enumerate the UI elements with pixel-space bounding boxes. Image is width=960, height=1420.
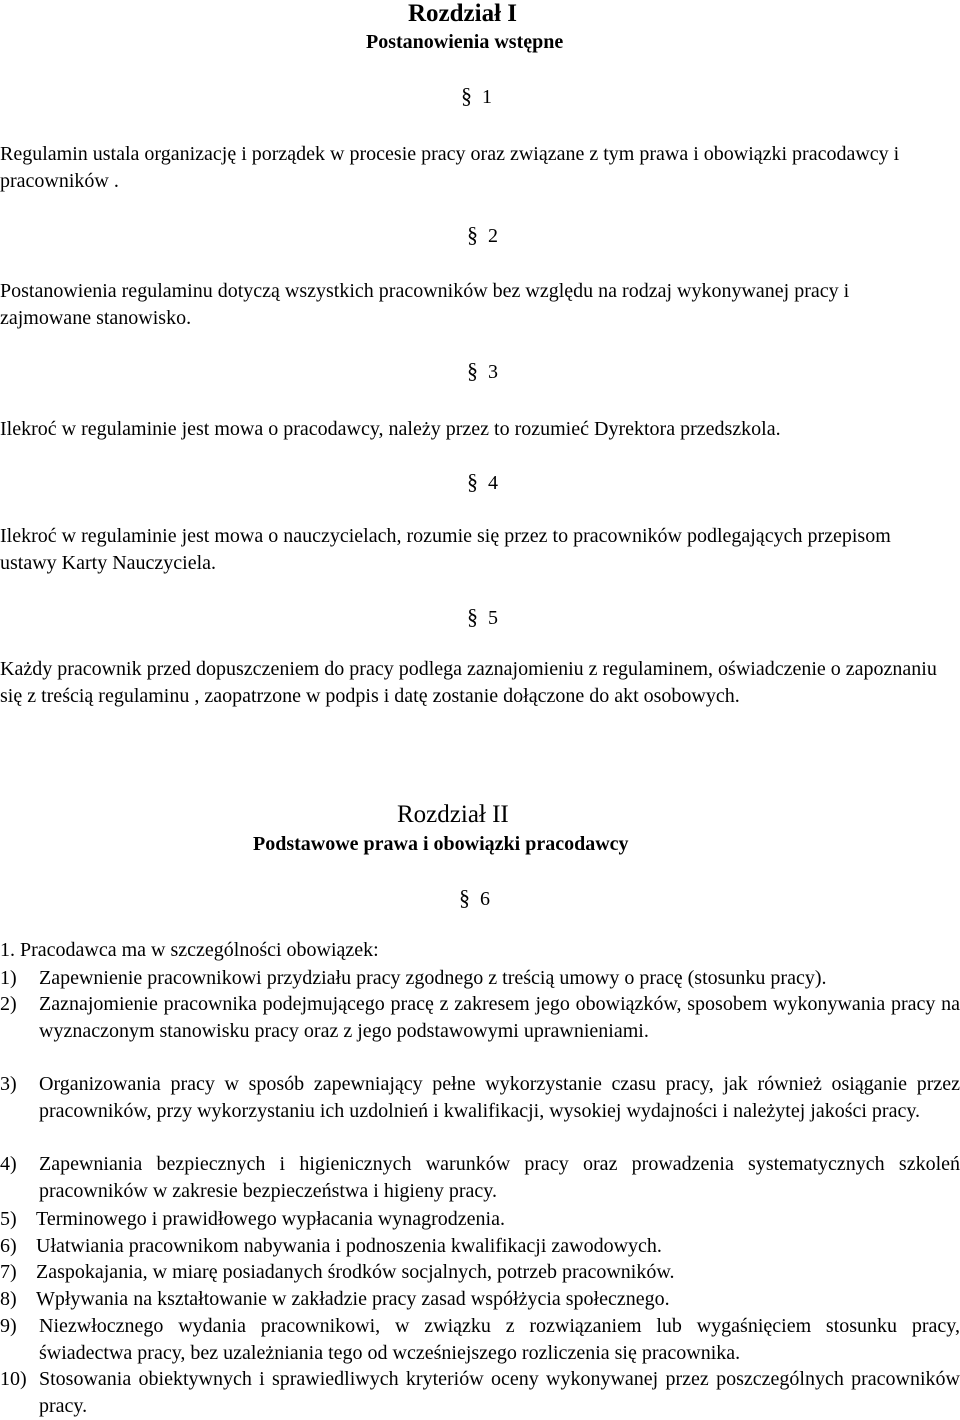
paragraph-heading-6	[459, 885, 490, 911]
paragraph-number: 1	[482, 86, 492, 108]
list-item-text: Organizowania pracy w sposób zapewniający pełne wykorzystanie czasu pracy, jak również osiąganie przez pracowników, przy wykorzystaniu ich uzdolnień i kwalifikacji, wysokiej wydajności i należytej jakości pracy.	[39, 1073, 960, 1122]
list-item	[0, 1233, 960, 1260]
list-item	[0, 991, 960, 1045]
list-item-text: Wpływania na kształtowanie w zakładzie pracy zasad współżycia społecznego.	[36, 1288, 670, 1310]
paragraph-heading-2	[467, 222, 498, 248]
list-item-text: Terminowego i prawidłowego wypłacania wynagrodzenia.	[36, 1208, 505, 1230]
list-item-number: 5)	[0, 1208, 17, 1230]
list-item	[0, 1151, 960, 1205]
section-sign: §	[467, 358, 478, 383]
paragraph-heading-5	[467, 604, 498, 630]
paragraph-number: 3	[488, 361, 498, 383]
list-item-text: Zapewnienie pracownikowi przydziału pracy zgodnego z treścią umowy o pracę (stosunku pracy).	[39, 967, 827, 989]
list-item	[0, 965, 960, 992]
list-item-number: 10)	[0, 1368, 27, 1390]
list-item-number: 2)	[0, 993, 17, 1015]
paragraph-text-1: Regulamin ustala organizację i porządek w procesie pracy oraz związane z tym prawa i obowiązki pracodawcy i pracowników .	[0, 143, 900, 192]
list-item-text: Zapewniania bezpiecznych i higienicznych warunków pracy oraz prowadzenia systematycznych szkoleń pracowników w zakresie bezpieczeństwa i higieny pracy.	[39, 1153, 960, 1202]
list-item	[0, 1206, 960, 1233]
paragraph-heading-1	[461, 83, 492, 109]
list-item-number: 3)	[0, 1073, 17, 1095]
paragraph-number: 5	[488, 607, 498, 629]
list-item	[0, 1259, 960, 1286]
paragraph-text-3: Ilekroć w regulaminie jest mowa o pracodawcy, należy przez to rozumieć Dyrektora przedszkola.	[0, 418, 781, 440]
chapter1-subtitle: Postanowienia wstępne	[366, 31, 564, 53]
section-sign: §	[461, 83, 472, 108]
list-item-text: Zaspokajania, w miarę posiadanych środków socjalnych, potrzeb pracowników.	[36, 1261, 675, 1283]
list-item-text: Niezwłocznego wydania pracownikowi, w związku z rozwiązaniem lub wygaśnięciem stosunku pracy, świadectwa pracy, bez uzależniania tego od wcześniejszego rozliczenia się pracownika.	[39, 1315, 960, 1364]
list-item-number: 8)	[0, 1288, 17, 1310]
list-item-number: 9)	[0, 1315, 17, 1337]
section-sign: §	[459, 885, 470, 910]
paragraph-number: 2	[488, 225, 498, 247]
list-item	[0, 1071, 960, 1125]
list-item	[0, 1286, 960, 1313]
section-sign: §	[467, 222, 478, 247]
paragraph-text-2: Postanowienia regulaminu dotyczą wszystkich pracowników bez względu na rodzaj wykonywanej pracy i zajmowane stanowisko.	[0, 280, 850, 329]
list-item-number: 4)	[0, 1153, 17, 1175]
list-item-number: 7)	[0, 1261, 17, 1283]
chapter2-title: Rozdział II	[397, 801, 509, 828]
list-item-text: Stosowania obiektywnych i sprawiedliwych kryteriów oceny wykonywanej przez poszczególnych pracowników pracy.	[39, 1368, 960, 1417]
paragraph-text-4: Ilekroć w regulaminie jest mowa o nauczycielach, rozumie się przez to pracowników podlegających przepisom ustawy Karty Nauczyciela.	[0, 525, 891, 574]
chapter2-subtitle: Podstawowe prawa i obowiązki pracodawcy	[253, 833, 629, 855]
list-item-text: Ułatwiania pracownikom nabywania i podnoszenia kwalifikacji zawodowych.	[36, 1235, 662, 1257]
list-item	[0, 1313, 960, 1367]
list-item-text: Zaznajomienie pracownika podejmującego pracę z zakresem jego obowiązków, sposobem wykonywania pracy na wyznaczonym stanowisku pracy oraz z jego podstawowymi uprawnieniami.	[39, 993, 960, 1042]
paragraph-heading-4	[467, 469, 498, 495]
paragraph-heading-3	[467, 358, 498, 384]
section-sign: §	[467, 469, 478, 494]
paragraph-text-5: Każdy pracownik przed dopuszczeniem do pracy podlega zaznajomieniu z regulaminem, oświadczenie o zapoznaniu się z treścią regulaminu , zaopatrzone w podpis i datę zostanie dołączone do akt osobowych.	[0, 658, 937, 707]
list-item	[0, 1366, 960, 1420]
chapter1-title: Rozdział I	[408, 0, 518, 27]
paragraph-intro: 1. Pracodawca ma w szczególności obowiązek:	[0, 939, 379, 961]
section-sign: §	[467, 604, 478, 629]
list-item-number: 1)	[0, 967, 17, 989]
paragraph-number: 6	[480, 888, 490, 910]
list-item-number: 6)	[0, 1235, 17, 1257]
paragraph-number: 4	[488, 472, 498, 494]
